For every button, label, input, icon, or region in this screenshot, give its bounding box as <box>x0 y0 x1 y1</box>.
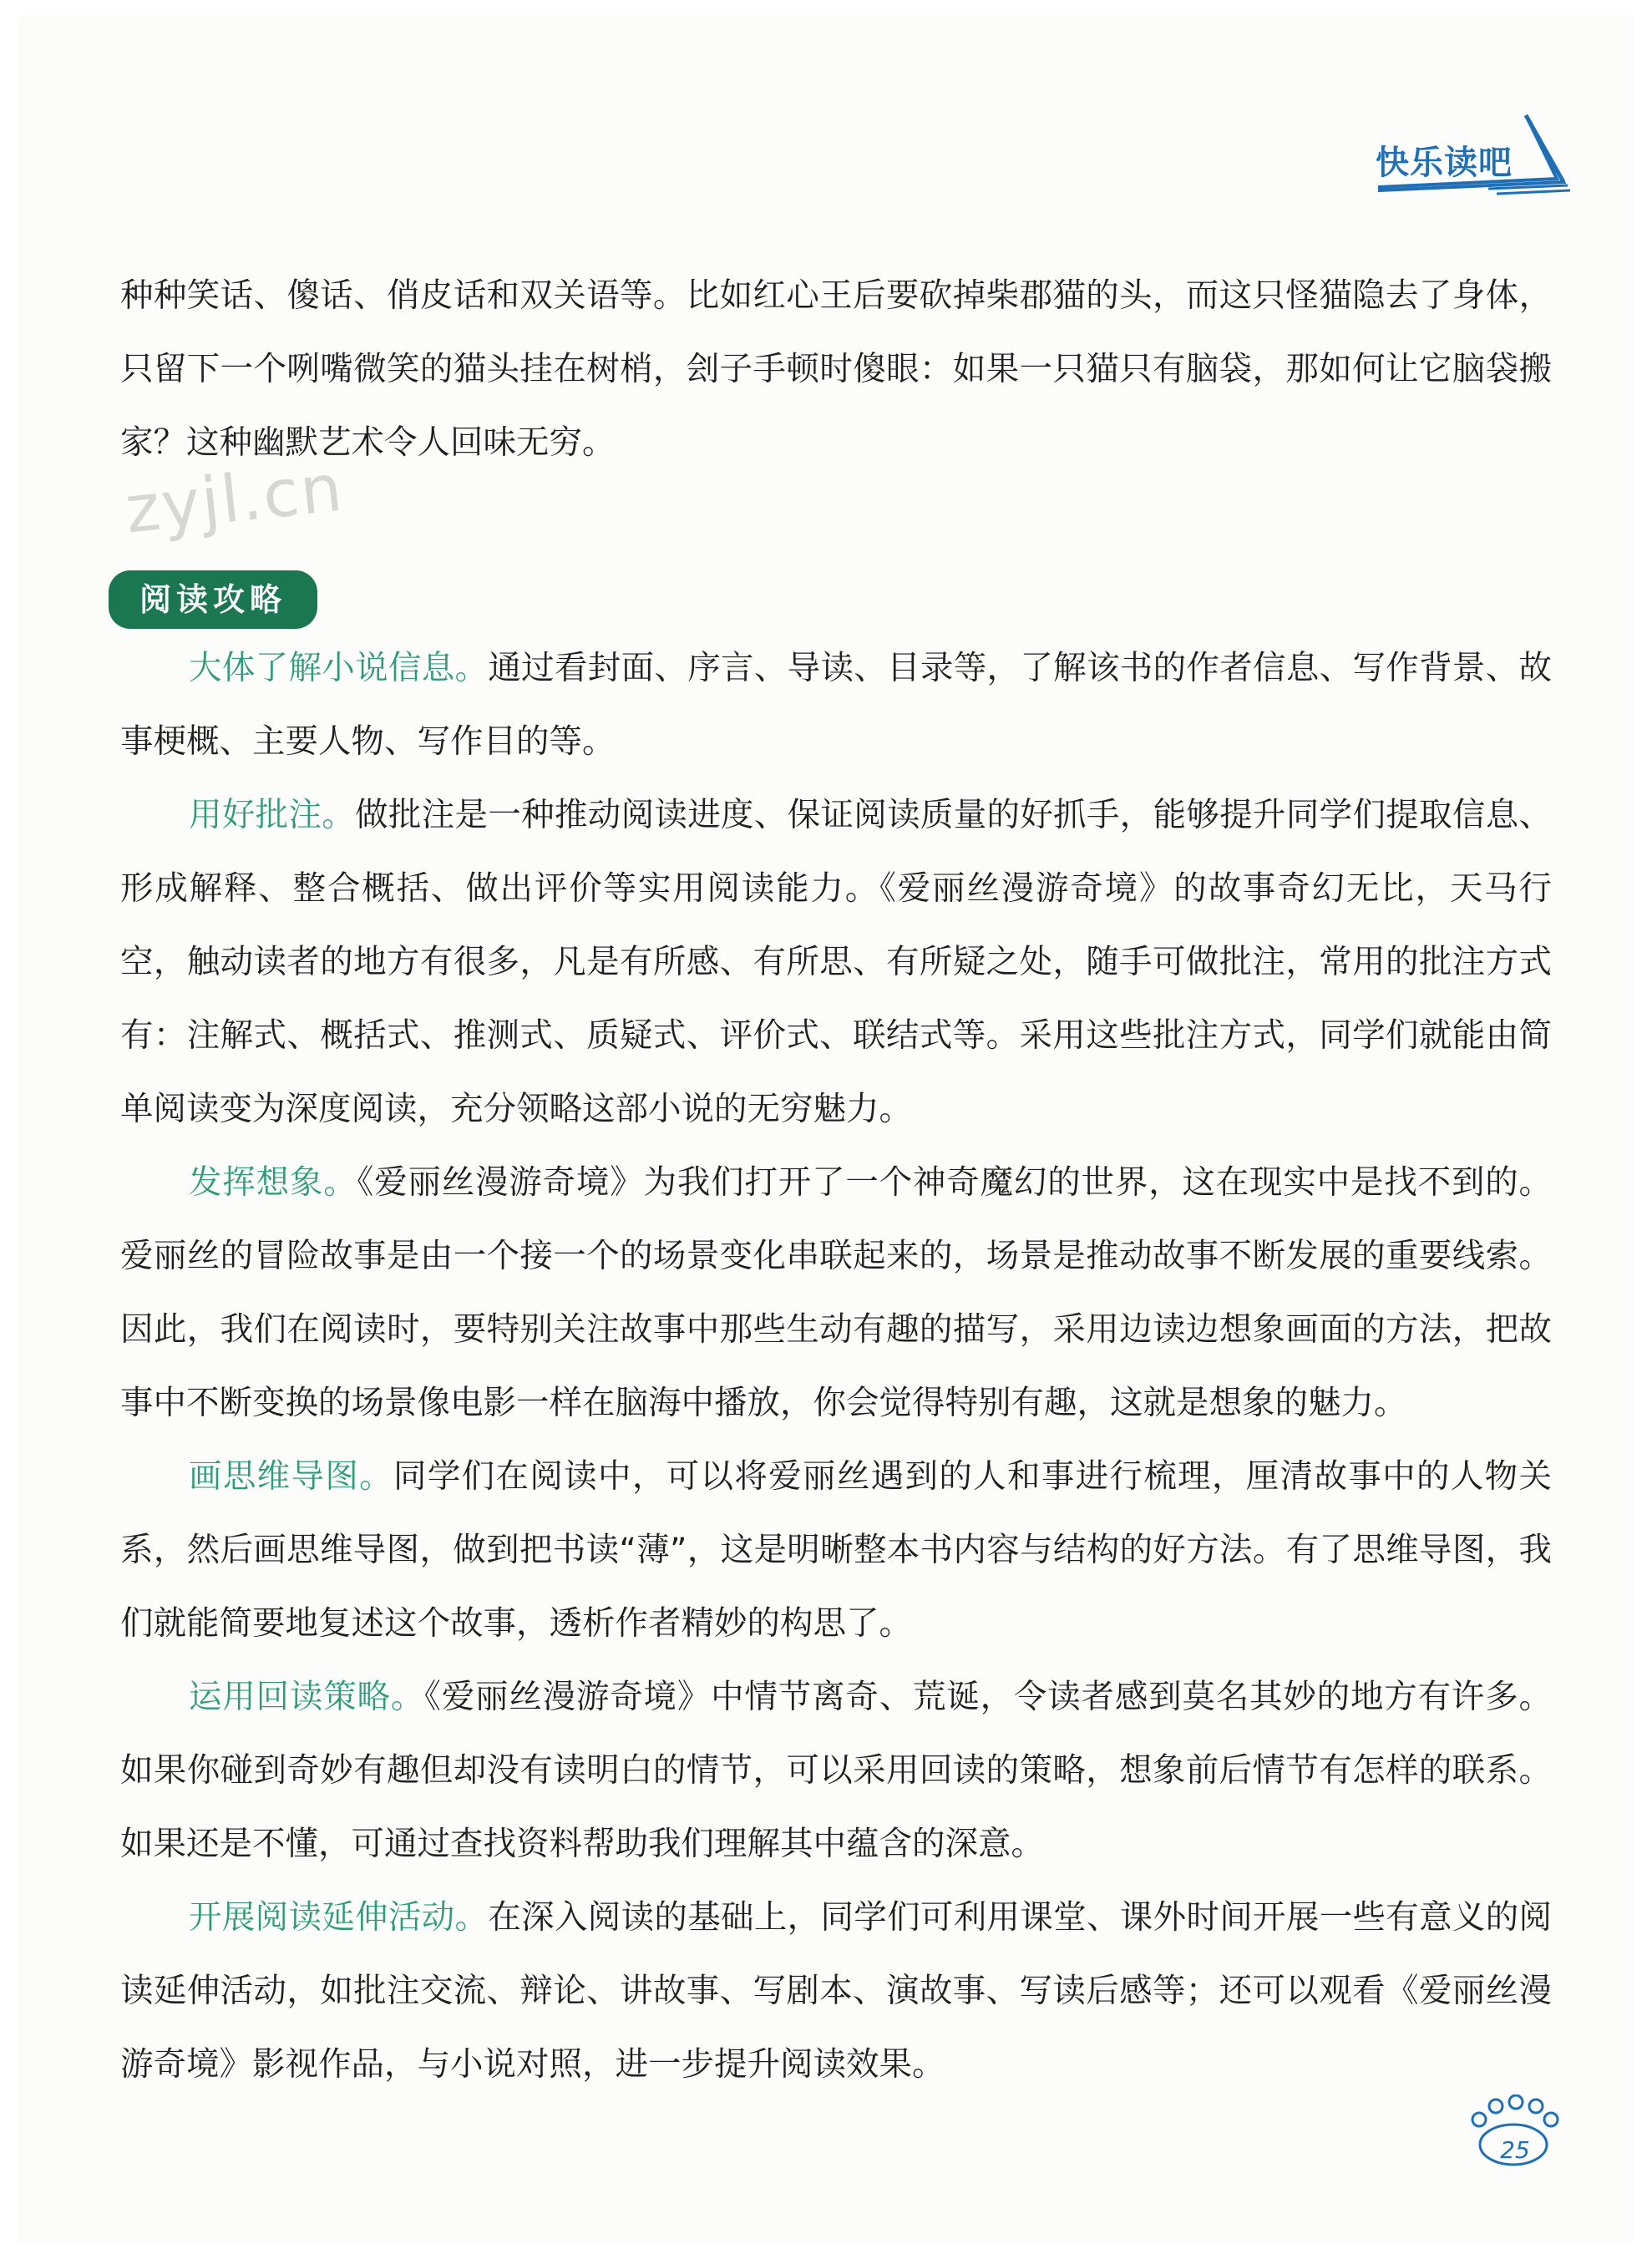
paragraph-mindmap <box>120 1440 1552 1660</box>
paragraph-imagination <box>120 1146 1552 1440</box>
paragraph-extension <box>120 1881 1552 2101</box>
paragraph-body: 《爱丽丝漫游奇境》为我们打开了一个神奇魔幻的世界，这在现实中是找不到的。爱丽丝的冒险故事是由一个接一个的场景变化串联起来的，场景是推动故事不断发展的重要线索。因此，我们在阅读时，要特别关注故事中那些生动有趣的描写，采用边读边想象画面的方法，把故事中不断变换的场景像电影一样在脑海中播放，你会觉得特别有趣，这就是想象的魅力。 <box>120 1163 1552 1422</box>
intro-paragraph: 种种笑话、傻话、俏皮话和双关语等。比如红心王后要砍掉柴郡猫的头，而这只怪猫隐去了身体，只留下一个咧嘴微笑的猫头挂在树梢，刽子手顿时傻眼：如果一只猫只有脑袋，那如何让它脑袋搬家？这种幽默艺术令人回味无穷。 <box>120 276 1552 462</box>
paragraph-lead: 运用回读策略。 <box>189 1678 425 1716</box>
paragraph-lead: 发挥想象。 <box>189 1163 357 1202</box>
paragraph-lead: 开展阅读延伸活动。 <box>189 1898 489 1937</box>
page-number: 25 <box>1500 2136 1530 2164</box>
paragraph-lead: 画思维导图。 <box>189 1457 393 1496</box>
paragraph-body: 同学们在阅读中，可以将爱丽丝遇到的人和事进行梳理，厘清故事中的人物关系，然后画思维导图，做到把书读“薄”，这是明晰整本书内容与结构的好方法。有了思维导图，我们就能简要地复述这个故事，透析作者精妙的构思了。 <box>120 1457 1552 1643</box>
paragraph-lead: 大体了解小说信息。 <box>189 649 489 687</box>
paragraph-body: 通过看封面、序言、导读、目录等，了解该书的作者信息、写作背景、故事梗概、主要人物、写作目的等。 <box>120 649 1552 761</box>
paragraph-body: 做批注是一种推动阅读进度、保证阅读质量的好抓手，能够提升同学们提取信息、形成解释、整合概括、做出评价等实用阅读能力。《爱丽丝漫游奇境》的故事奇幻无比，天马行空，触动读者的地方有很多，凡是有所感、有所思、有所疑之处，随手可做批注，常用的批注方式有：注解式、概括式、推测式、质疑式、评价式、联结式等。采用这些批注方式，同学们就能由简单阅读变为深度阅读，充分领略这部小说的无穷魅力。 <box>120 796 1552 1128</box>
header-title: 快乐读吧 <box>1376 144 1513 182</box>
paragraph-overview <box>120 631 1552 778</box>
paragraph-annotation <box>120 778 1552 1146</box>
paragraph-reread <box>120 1660 1552 1881</box>
paragraph-lead: 用好批注。 <box>189 796 356 834</box>
watermark: zyjl.cn <box>122 450 347 549</box>
paragraph-body: 《爱丽丝漫游奇境》中情节离奇、荒诞，令读者感到莫名其妙的地方有许多。如果你碰到奇妙有趣但却没有读明白的情节，可以采用回读的策略，想象前后情节有怎样的联系。如果还是不懂，可通过查找资料帮助我们理解其中蕴含的深意。 <box>120 1678 1553 1863</box>
paragraph-body: 在深入阅读的基础上，同学们可利用课堂、课外时间开展一些有意义的阅读延伸活动，如批注交流、辩论、讲故事、写剧本、演故事、写读后感等；还可以观看《爱丽丝漫游奇境》影视作品，与小说对照，进一步提升阅读效果。 <box>120 1898 1552 2084</box>
section-heading: 阅读攻略 <box>109 570 317 629</box>
book-page <box>18 15 1634 2243</box>
